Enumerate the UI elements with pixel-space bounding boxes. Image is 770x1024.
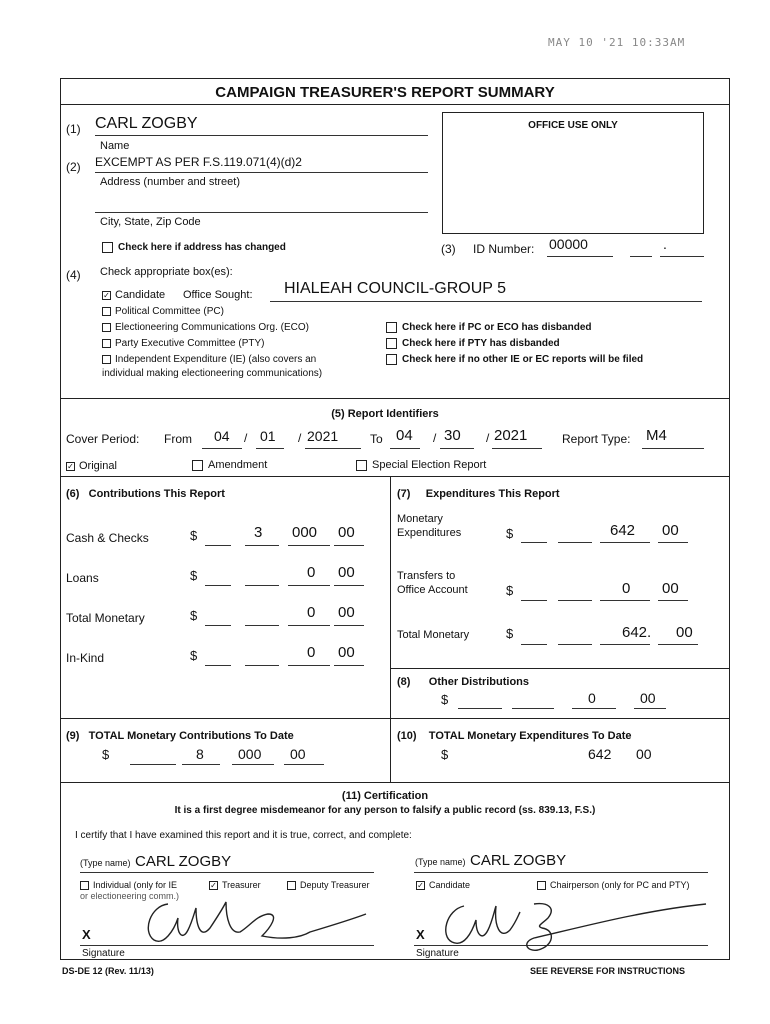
currency: $ <box>506 626 514 641</box>
contribution-thousands[interactable]: 3 <box>254 524 263 541</box>
pc-checkbox[interactable]: Political Committee (PC) <box>102 306 224 317</box>
total-expenditures-cents[interactable]: 00 <box>676 624 693 641</box>
checkbox-checked[interactable]: ✓ <box>103 290 110 300</box>
from-label: From <box>164 432 192 446</box>
individual-checkbox[interactable]: Individual (only for IE <box>80 880 177 890</box>
report-type-label: Report Type: <box>562 432 631 446</box>
id-number-label: ID Number: <box>473 242 535 256</box>
from-month[interactable]: 04 <box>214 428 230 444</box>
currency: $ <box>190 568 198 583</box>
total-expenditures-to-date-cents[interactable]: 00 <box>636 746 652 762</box>
contribution-cents[interactable]: 00 <box>338 644 355 661</box>
signature-label-2: Signature <box>416 948 459 959</box>
contribution-units[interactable]: 0 <box>307 644 316 661</box>
section-3-number: (3) <box>441 242 456 256</box>
office-account-label: Office Account <box>397 584 468 596</box>
check-boxes-heading: Check appropriate box(es): <box>100 266 233 278</box>
other-distributions-cents[interactable]: 00 <box>640 690 656 706</box>
city-label: City, State, Zip Code <box>100 216 201 228</box>
contribution-units[interactable]: 000 <box>292 524 318 541</box>
signature-x-mark: X <box>82 927 91 942</box>
to-year[interactable]: 2021 <box>494 427 528 444</box>
address-value[interactable]: EXCEMPT AS PER F.S.119.071(4)(d)2 <box>95 155 302 169</box>
certification-heading: (11) Certification <box>341 790 429 802</box>
signature-label: Signature <box>82 948 125 959</box>
currency: $ <box>506 583 514 598</box>
currency: $ <box>190 608 198 623</box>
ie-checkbox[interactable]: Independent Expenditure (IE) (also covers an <box>102 354 316 365</box>
address-changed-checkbox[interactable]: Check here if address has changed <box>102 242 286 253</box>
currency: $ <box>441 747 449 762</box>
form-id: DS-DE 12 (Rev. 11/13) <box>62 966 154 976</box>
total-expenditures-to-date-units[interactable]: 642 <box>588 746 612 762</box>
currency: $ <box>102 747 110 762</box>
section-9-heading: (9) TOTAL Monetary Contributions To Date <box>66 730 294 742</box>
signature-x-mark-2: X <box>416 927 425 942</box>
amendment-checkbox[interactable]: Amendment <box>192 459 267 471</box>
address-label: Address (number and street) <box>100 176 241 188</box>
section-7-heading: (7) Expenditures This Report <box>397 488 560 500</box>
misdemeanor-warning: It is a first degree misdemeanor for any person to falsify a public record (ss. 839.13, F.S.) <box>174 805 596 816</box>
report-type-value[interactable]: M4 <box>646 427 667 444</box>
contribution-row-label: Cash & Checks <box>66 531 149 545</box>
instructions-note: SEE REVERSE FOR INSTRUCTIONS <box>530 966 686 976</box>
certify-statement: I certify that I have examined this report and it is true, correct, and complete: <box>75 830 412 841</box>
total-contributions-cents[interactable]: 00 <box>290 746 306 762</box>
chairperson-checkbox[interactable]: Chairperson (only for PC and PTY) <box>537 880 690 890</box>
contribution-cents[interactable]: 00 <box>338 524 355 541</box>
section-8-heading: (8) Other Distributions <box>397 676 530 688</box>
slash: / <box>433 431 437 445</box>
contribution-row-label: In-Kind <box>66 651 105 665</box>
pty-checkbox[interactable]: Party Executive Committee (PTY) <box>102 338 264 349</box>
to-day[interactable]: 30 <box>444 427 461 444</box>
total-contributions-units[interactable]: 000 <box>238 746 262 762</box>
no-other-reports-checkbox[interactable]: Check here if no other IE or EC reports will be filed <box>386 354 643 365</box>
currency: $ <box>441 692 449 707</box>
total-contributions-thousands[interactable]: 8 <box>196 746 204 762</box>
transfers-units[interactable]: 0 <box>622 580 631 597</box>
to-month[interactable]: 04 <box>396 427 413 444</box>
to-label: To <box>370 432 383 446</box>
section-2-number: (2) <box>66 160 81 174</box>
id-number-value[interactable]: 00000 <box>549 236 588 252</box>
slash: / <box>244 431 248 445</box>
pty-disbanded-checkbox[interactable]: Check here if PTY has disbanded <box>386 338 560 349</box>
contribution-cents[interactable]: 00 <box>338 564 355 581</box>
deputy-treasurer-checkbox[interactable]: Deputy Treasurer <box>287 880 370 890</box>
office-use-label: OFFICE USE ONLY <box>528 120 618 131</box>
from-day[interactable]: 01 <box>260 428 276 444</box>
cover-period-label: Cover Period: <box>66 432 140 446</box>
slash: / <box>486 431 490 445</box>
individual-label-continued: or electioneering comm.) <box>80 891 180 901</box>
candidate-checkbox[interactable]: ✓ Candidate <box>103 289 166 301</box>
received-stamp: MAY 10 '21 10:33AM <box>548 36 686 49</box>
total-expenditures-units[interactable]: 642. <box>622 624 652 641</box>
currency: $ <box>190 528 198 543</box>
total-monetary-label: Total Monetary <box>397 629 470 641</box>
section-6-heading: (6) Contributions This Report <box>66 488 225 500</box>
monetary-expenditures-cents[interactable]: 00 <box>662 522 679 539</box>
pc-eco-disbanded-checkbox[interactable]: Check here if PC or ECO has disbanded <box>386 322 592 333</box>
treasurer-name[interactable]: CARL ZOGBY <box>134 853 232 870</box>
slash: / <box>298 431 302 445</box>
treasurer-signature <box>130 892 370 954</box>
id-dot: . <box>663 236 667 252</box>
name-label: Name <box>100 140 130 152</box>
monetary-expenditures-units[interactable]: 642 <box>610 522 636 539</box>
contribution-units[interactable]: 0 <box>307 564 316 581</box>
transfers-label: Transfers to <box>397 570 456 582</box>
contribution-row-label: Loans <box>66 571 99 585</box>
section-4-number: (4) <box>66 268 81 282</box>
original-checkbox[interactable]: ✓ Original <box>67 460 117 472</box>
section-10-heading: (10) TOTAL Monetary Expenditures To Date <box>397 730 632 742</box>
candidate-signer-name[interactable]: CARL ZOGBY <box>469 852 567 869</box>
treasurer-checkbox[interactable]: ✓ Treasurer <box>210 880 261 891</box>
from-year[interactable]: 2021 <box>307 428 339 444</box>
ie-label-continued: individual making electioneering communications) <box>102 368 323 379</box>
treasurer-type-name: (Type name) CARL ZOGBY <box>80 853 232 870</box>
form-title: CAMPAIGN TREASURER'S REPORT SUMMARY <box>215 84 555 101</box>
office-sought-value[interactable]: HIALEAH COUNCIL-GROUP 5 <box>284 280 506 297</box>
monetary-label: Monetary <box>397 513 443 525</box>
section-1-number: (1) <box>66 122 81 136</box>
contribution-units[interactable]: 0 <box>307 604 316 621</box>
eco-checkbox[interactable]: Electioneering Communications Org. (ECO) <box>102 322 309 333</box>
expenditures-label: Expenditures <box>397 527 462 539</box>
other-distributions-units[interactable]: 0 <box>588 690 596 706</box>
transfers-cents[interactable]: 00 <box>662 580 679 597</box>
candidate-type-name: (Type name) CARL ZOGBY <box>415 852 567 869</box>
currency: $ <box>190 648 198 663</box>
special-election-checkbox[interactable]: Special Election Report <box>356 459 486 471</box>
report-identifiers-heading: (5) Report Identifiers <box>331 408 439 420</box>
checkbox[interactable] <box>102 242 113 253</box>
contribution-cents[interactable]: 00 <box>338 604 355 621</box>
contribution-row-label: Total Monetary <box>66 611 145 625</box>
candidate-name-value[interactable]: CARL ZOGBY <box>95 115 198 132</box>
candidate-cert-checkbox[interactable]: ✓ Candidate <box>417 880 471 891</box>
office-sought-label: Office Sought: <box>183 289 253 301</box>
currency: $ <box>506 526 514 541</box>
candidate-signature <box>430 892 710 958</box>
